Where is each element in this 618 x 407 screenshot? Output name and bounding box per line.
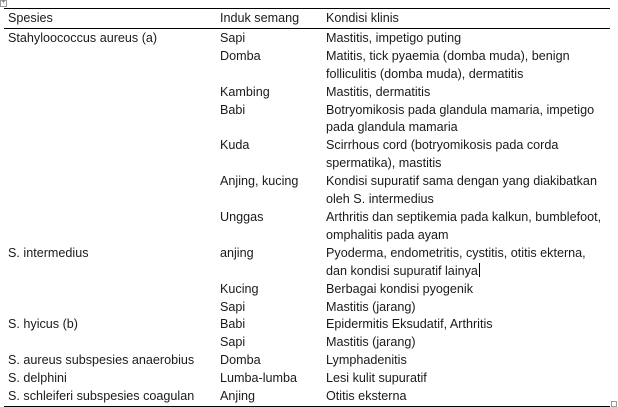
cell-species[interactable]: S. hyicus (b)	[8, 317, 78, 332]
cell-host[interactable]: Sapi	[220, 335, 246, 350]
cell-clinical[interactable]: Mastitis, impetigo puting	[326, 30, 462, 45]
table-row	[4, 352, 610, 370]
cell-species[interactable]	[4, 334, 216, 352]
cell-host[interactable]: Domba	[220, 353, 261, 368]
cell-host[interactable]: Kuda	[220, 138, 250, 153]
cell-clinical[interactable]: Kondisi supuratif sama dengan yang diakibatkan oleh S. intermedius	[326, 174, 597, 207]
cell-species[interactable]	[4, 137, 216, 173]
cell-species[interactable]: S. delphini	[8, 371, 67, 386]
cell-clinical[interactable]: Botryomikosis pada glandula mamaria, impetigo pada glandula mamaria	[326, 102, 595, 135]
table-row	[4, 84, 610, 102]
cell-host[interactable]: Unggas	[220, 209, 264, 224]
table-resize-handle[interactable]	[611, 401, 617, 407]
header-host: Induk semang	[220, 11, 300, 25]
cell-species[interactable]: Stahyloococcus aureus (a)	[8, 30, 158, 45]
cell-species[interactable]	[4, 299, 216, 317]
cell-species[interactable]	[4, 173, 216, 209]
table-row	[4, 173, 610, 209]
cell-host[interactable]: Kucing	[220, 281, 259, 296]
cell-clinical[interactable]: Matitis, tick pyaemia (domba muda), benign folliculitis (domba muda), dermatitis	[326, 48, 570, 81]
cell-clinical[interactable]: Scirrhous cord (botryomikosis pada corda spermatika), mastitis	[326, 138, 559, 171]
table-move-handle[interactable]: +	[1, 0, 6, 6]
cell-clinical[interactable]: Mastitis, dermatitis	[326, 84, 431, 99]
cell-clinical[interactable]: Arthritis dan septikemia pada kalkun, bumblefoot, omphalitis pada ayam	[326, 209, 602, 242]
table-row	[4, 281, 610, 299]
header-species: Spesies	[8, 11, 53, 25]
cell-clinical-text: Pyoderma, endometritis, cystitis, otitis ekterna, dan kondisi supuratif lainya	[326, 245, 586, 278]
table-row	[4, 48, 610, 84]
cell-species[interactable]	[4, 48, 216, 84]
cell-host[interactable]: anjing	[220, 245, 254, 260]
cell-host[interactable]: Anjing	[220, 389, 256, 404]
cell-clinical[interactable]: Mastitis (jarang)	[326, 335, 416, 350]
cell-species[interactable]	[4, 84, 216, 102]
cell-species[interactable]	[4, 209, 216, 245]
cell-clinical[interactable]: Otitis eksterna	[326, 389, 407, 404]
cell-clinical[interactable]: Berbagai kondisi pyogenik	[326, 281, 474, 296]
cell-clinical[interactable]: Mastitis (jarang)	[326, 299, 416, 314]
cell-host[interactable]: Babi	[220, 317, 246, 332]
cell-clinical[interactable]: Lymphadenitis	[326, 353, 407, 368]
table-row	[4, 102, 610, 138]
staphylococcus-clinical-table	[4, 8, 610, 407]
table-row	[4, 299, 610, 317]
cell-clinical-with-caret[interactable]	[322, 245, 610, 281]
table-row	[4, 28, 610, 47]
cell-host[interactable]: Sapi	[220, 299, 246, 314]
text-cursor	[479, 263, 480, 277]
cell-clinical[interactable]: Lesi kulit supuratif	[326, 371, 427, 386]
cell-species[interactable]	[4, 281, 216, 299]
table-row	[4, 334, 610, 352]
cell-host[interactable]: Babi	[220, 102, 246, 117]
cell-species[interactable]: S. intermedius	[8, 245, 89, 260]
table-row	[4, 209, 610, 245]
cell-host[interactable]: Domba	[220, 48, 261, 63]
header-clinical: Kondisi klinis	[326, 11, 399, 25]
cell-host[interactable]: Anjing, kucing	[220, 174, 299, 189]
table-row	[4, 388, 610, 406]
cell-species[interactable]: S. aureus subspesies anaerobius	[8, 353, 195, 368]
table-row	[4, 316, 610, 334]
cell-host[interactable]: Kambing	[220, 84, 270, 99]
cell-clinical[interactable]: Epidermitis Eksudatif, Arthritis	[326, 317, 493, 332]
table-row	[4, 370, 610, 388]
cell-host[interactable]: Lumba-lumba	[220, 371, 298, 386]
table-row	[4, 137, 610, 173]
table-row	[4, 245, 610, 281]
table-header-row	[4, 9, 610, 29]
cell-host[interactable]: Sapi	[220, 30, 246, 45]
cell-species[interactable]	[4, 102, 216, 138]
cell-species[interactable]: S. schleiferi subspesies coagulan	[8, 389, 195, 404]
